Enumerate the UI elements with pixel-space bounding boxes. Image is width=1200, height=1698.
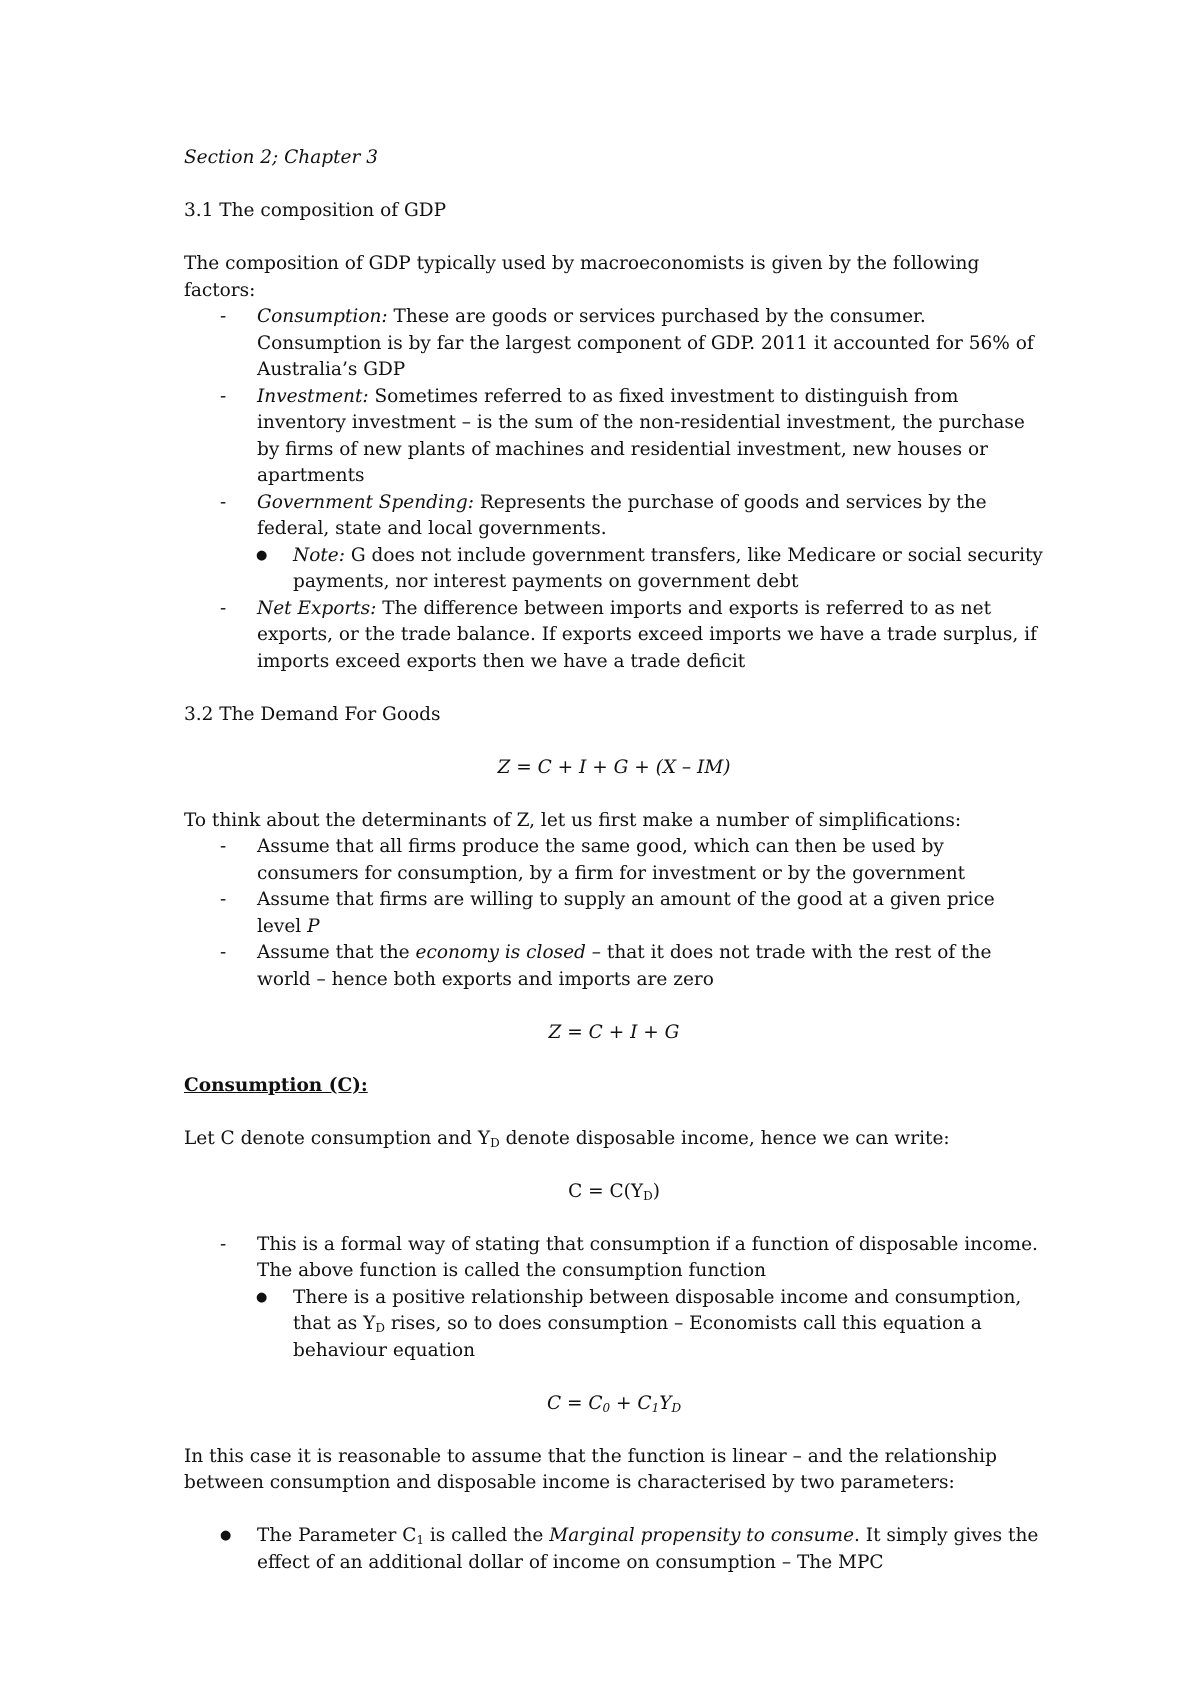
- mpc-text: . It simply gives the effect of an additional dollar of income on consumption – The MPC: [257, 1525, 1039, 1573]
- dash-marker: -: [220, 385, 227, 407]
- parameters-list: [184, 1523, 1044, 1576]
- gdp-intro-paragraph: The composition of GDP typically used by macroeconomists is given by the following factors:: [184, 253, 980, 301]
- mpc-text: is called the: [424, 1525, 550, 1546]
- equation-demand-open: Z = C + I + G + (X – IM): [497, 756, 731, 778]
- text-government-spending: Represents the purchase of goods and services by the federal, state and local governments.: [257, 491, 987, 539]
- equation-text: C = C: [546, 1392, 603, 1414]
- text-net-exports: The difference between imports and exports is referred to as net exports, or the trade balance. If exports exceed imports we have a trade surplus, if imports exceed exports then we have a trade deficit: [257, 597, 1037, 672]
- subscript-d: D: [375, 1321, 385, 1335]
- consumption-definition-text: Let C denote consumption and Y: [184, 1127, 491, 1149]
- bullet-marker: ●: [220, 1528, 232, 1543]
- equation-text: ): [652, 1180, 660, 1202]
- formal-statement-text: This is a formal way of stating that consumption if a function of disposable income. The above function is called the consumption function: [257, 1233, 1038, 1281]
- assumption-text: Assume that all firms produce the same good, which can then be used by consumers for consumption, by a firm for investment or by the government: [257, 836, 966, 884]
- gdp-components-list: [184, 304, 1044, 675]
- section-heading: Section 2; Chapter 3: [184, 147, 378, 168]
- bullet-marker: ●: [256, 1289, 268, 1305]
- document-body: [184, 145, 1044, 1576]
- consumption-definition: [184, 1126, 1044, 1153]
- dash-marker: -: [220, 306, 227, 327]
- equation-consumption-function: [184, 1179, 1044, 1206]
- consumption-function-list: [184, 1232, 1044, 1365]
- dash-marker: -: [220, 491, 227, 513]
- list-item-investment: [184, 384, 1044, 490]
- dash-marker: -: [220, 1233, 227, 1255]
- equation-text: + C: [610, 1392, 652, 1414]
- positive-relationship-text: rises, so to does consumption – Economists call this equation a behaviour equation: [293, 1313, 982, 1361]
- heading-3-1: 3.1 The composition of GDP: [184, 200, 447, 221]
- list-item-net-exports: [184, 596, 1044, 676]
- mpc-term: Marginal propensity to consume: [549, 1525, 855, 1546]
- closed-economy-term: economy is closed: [415, 942, 586, 963]
- assumption-text: Assume that firms are willing to supply an amount of the good at a given price level: [257, 889, 995, 937]
- linear-function-paragraph: In this case it is reasonable to assume that the function is linear – and the relationship between consumption and disposable income is characterised by two parameters:: [184, 1445, 997, 1493]
- simplifications-intro: To think about the determinants of Z, let us first make a number of simplifications:: [184, 809, 962, 831]
- list-item-assumption-same-good: [184, 834, 1044, 887]
- subscript-0: 0: [602, 1400, 611, 1415]
- term-net-exports: Net Exports:: [257, 597, 377, 619]
- equation-linear-consumption: [184, 1391, 1044, 1418]
- subscript-d: D: [490, 1135, 500, 1150]
- text-note: G does not include government transfers, like Medicare or social security payments, nor interest payments on government debt: [293, 544, 1043, 592]
- term-consumption: Consumption:: [257, 306, 388, 327]
- equation-text: C = C(Y: [568, 1180, 644, 1202]
- dash-marker: -: [220, 889, 227, 910]
- list-item-assumption-price-level: [184, 887, 1044, 940]
- dash-marker: -: [220, 942, 227, 963]
- list-item-formal-statement: [184, 1232, 1044, 1285]
- equation-text: Y: [659, 1392, 672, 1414]
- subscript-d: D: [643, 1188, 653, 1203]
- bullet-marker: ●: [256, 547, 268, 563]
- list-item-consumption: [184, 304, 1044, 384]
- mpc-text: The Parameter C: [257, 1525, 417, 1546]
- list-item-mpc: [184, 1523, 1044, 1576]
- text-investment: Sometimes referred to as fixed investment to distinguish from inventory investment – is the sum of the non-residential investment, the purchase by firms of new plants of machines and residential investment, new houses or apartments: [257, 385, 1025, 486]
- text-consumption: These are goods or services purchased by the consumer. Consumption is by far the largest component of GDP. 2011 it accounted for 56% of Australia’s GDP: [257, 306, 1034, 380]
- term-note: Note:: [293, 544, 345, 566]
- subscript-d: D: [671, 1400, 682, 1415]
- list-item-positive-relationship: [184, 1285, 1044, 1365]
- dash-marker: -: [220, 836, 227, 857]
- assumption-text: Assume that the: [257, 942, 416, 963]
- assumption-text: – that it does not trade with the rest of the world – hence both exports and imports are zero: [257, 942, 992, 990]
- consumption-definition-text: denote disposable income, hence we can write:: [499, 1127, 950, 1149]
- subscript-1: 1: [416, 1533, 424, 1547]
- list-item-assumption-closed-economy: [184, 940, 1044, 993]
- symbol-p: P: [307, 915, 320, 937]
- assumptions-list: [184, 834, 1044, 993]
- consumption-heading: Consumption (C):: [184, 1074, 368, 1096]
- dash-marker: -: [220, 597, 227, 619]
- equation-demand-closed: Z = C + I + G: [548, 1021, 680, 1043]
- term-investment: Investment:: [257, 385, 369, 407]
- list-item-government-spending: [184, 490, 1044, 543]
- term-government-spending: Government Spending:: [257, 491, 474, 513]
- list-item-note: [184, 543, 1044, 596]
- heading-3-2: 3.2 The Demand For Goods: [184, 703, 441, 725]
- subscript-1: 1: [651, 1400, 660, 1415]
- positive-relationship-text: There is a positive relationship between disposable income and consumption, that as Y: [293, 1286, 1022, 1334]
